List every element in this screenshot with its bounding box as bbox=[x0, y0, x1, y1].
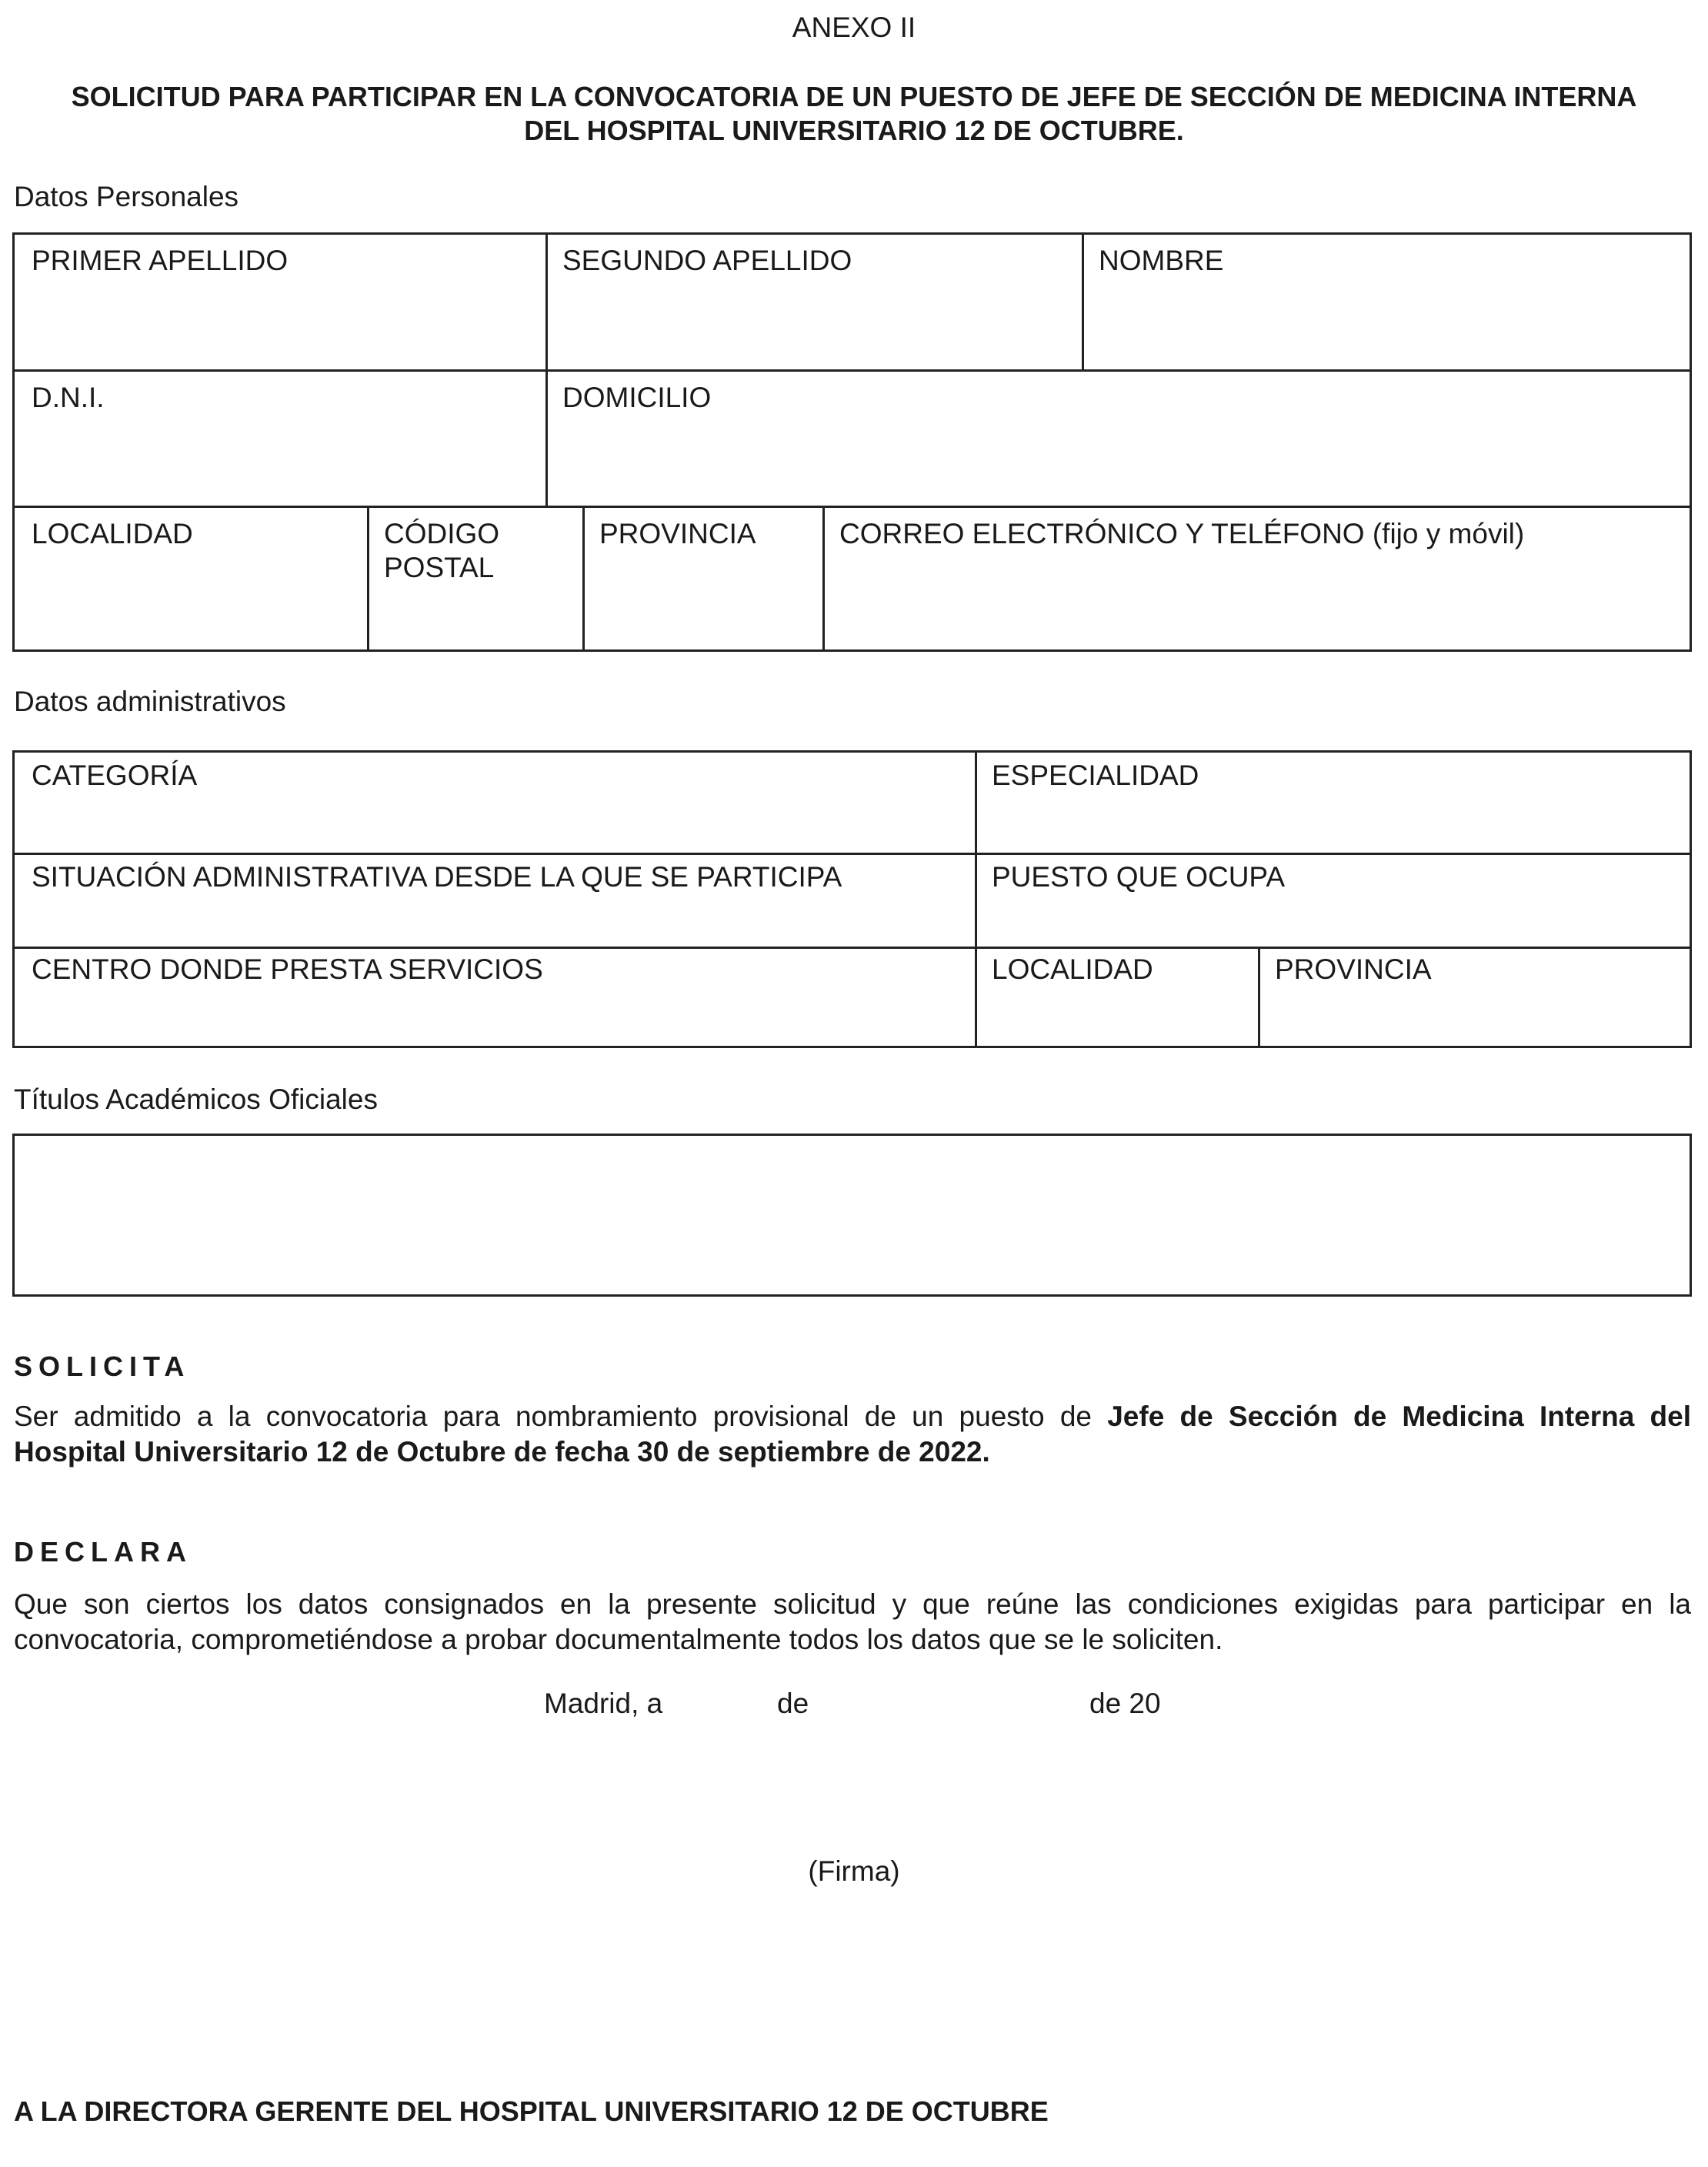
col-divider bbox=[1258, 947, 1260, 1048]
field-situacion-administrativa[interactable]: SITUACIÓN ADMINISTRATIVA DESDE LA QUE SE PARTICIPA bbox=[32, 861, 842, 893]
field-localidad[interactable]: LOCALIDAD bbox=[32, 518, 193, 549]
solicita-text: Ser admitido a la convocatoria para nombramiento provisional de un puesto de bbox=[14, 1401, 1108, 1432]
field-categoria[interactable]: CATEGORÍA bbox=[32, 760, 198, 791]
document-title-line2: DEL HOSPITAL UNIVERSITARIO 12 DE OCTUBRE. bbox=[524, 115, 1184, 146]
col-divider bbox=[975, 753, 977, 1048]
field-codigo-postal-line1[interactable]: CÓDIGO bbox=[384, 518, 500, 549]
solicita-heading: SOLICITA bbox=[14, 1351, 191, 1382]
field-admin-localidad[interactable]: LOCALIDAD bbox=[992, 953, 1153, 985]
row-divider bbox=[15, 506, 1690, 508]
field-domicilio[interactable]: DOMICILIO bbox=[562, 382, 712, 413]
administrative-data-label: Datos administrativos bbox=[14, 686, 286, 717]
document-title-line1: SOLICITUD PARA PARTICIPAR EN LA CONVOCATORIA DE UN PUESTO DE JEFE DE SECCIÓN DE MEDICINA INTERNA bbox=[71, 81, 1637, 112]
field-centro-servicios[interactable]: CENTRO DONDE PRESTA SERVICIOS bbox=[32, 953, 543, 985]
col-divider bbox=[545, 235, 548, 370]
annex-label: ANEXO II bbox=[792, 12, 916, 43]
titles-label: Títulos Académicos Oficiales bbox=[14, 1084, 378, 1115]
col-divider bbox=[582, 506, 585, 652]
field-nombre[interactable]: NOMBRE bbox=[1099, 245, 1224, 276]
solicita-text-bold: Jefe de Sección de Medicina Interna del bbox=[1107, 1401, 1691, 1432]
personal-data-label: Datos Personales bbox=[14, 181, 239, 212]
field-primer-apellido[interactable]: PRIMER APELLIDO bbox=[32, 245, 289, 276]
administrative-data-table bbox=[12, 750, 1692, 1048]
col-divider bbox=[367, 506, 369, 652]
solicita-paragraph-line1 bbox=[14, 1399, 1691, 1434]
field-dni[interactable]: D.N.I. bbox=[32, 382, 105, 413]
titles-field[interactable] bbox=[12, 1134, 1692, 1297]
row-divider bbox=[15, 853, 1690, 855]
col-divider bbox=[545, 370, 548, 506]
place-label: Madrid, a bbox=[544, 1688, 663, 1719]
field-admin-provincia[interactable]: PROVINCIA bbox=[1275, 953, 1432, 985]
addressee: A LA DIRECTORA GERENTE DEL HOSPITAL UNIVERSITARIO 12 DE OCTUBRE bbox=[14, 2095, 1049, 2127]
date-de-label: de bbox=[777, 1688, 809, 1719]
field-codigo-postal-line2: POSTAL bbox=[384, 552, 495, 583]
row-divider bbox=[15, 947, 1690, 949]
signature-label: (Firma) bbox=[808, 1855, 900, 1887]
solicita-paragraph-line2: Hospital Universitario 12 de Octubre de fecha 30 de septiembre de 2022. bbox=[14, 1436, 990, 1467]
col-divider bbox=[1082, 235, 1084, 370]
field-correo-telefono[interactable]: CORREO ELECTRÓNICO Y TELÉFONO (fijo y móvil) bbox=[839, 518, 1525, 549]
col-divider bbox=[822, 506, 825, 652]
row-divider bbox=[15, 369, 1690, 372]
field-segundo-apellido[interactable]: SEGUNDO APELLIDO bbox=[562, 245, 852, 276]
date-year-label: de 20 bbox=[1089, 1688, 1161, 1719]
field-puesto-que-ocupa[interactable]: PUESTO QUE OCUPA bbox=[992, 861, 1286, 893]
personal-data-table bbox=[12, 232, 1692, 652]
declara-heading: DECLARA bbox=[14, 1536, 192, 1568]
field-provincia[interactable]: PROVINCIA bbox=[599, 518, 756, 549]
declara-paragraph: Que son ciertos los datos consignados en la presente solicitud y que reúne las condiciones exigidas para participar en la convocatoria, comprometiéndose a probar documentalmente todos los datos que se le soliciten. bbox=[14, 1588, 1691, 1655]
field-especialidad[interactable]: ESPECIALIDAD bbox=[992, 760, 1199, 791]
